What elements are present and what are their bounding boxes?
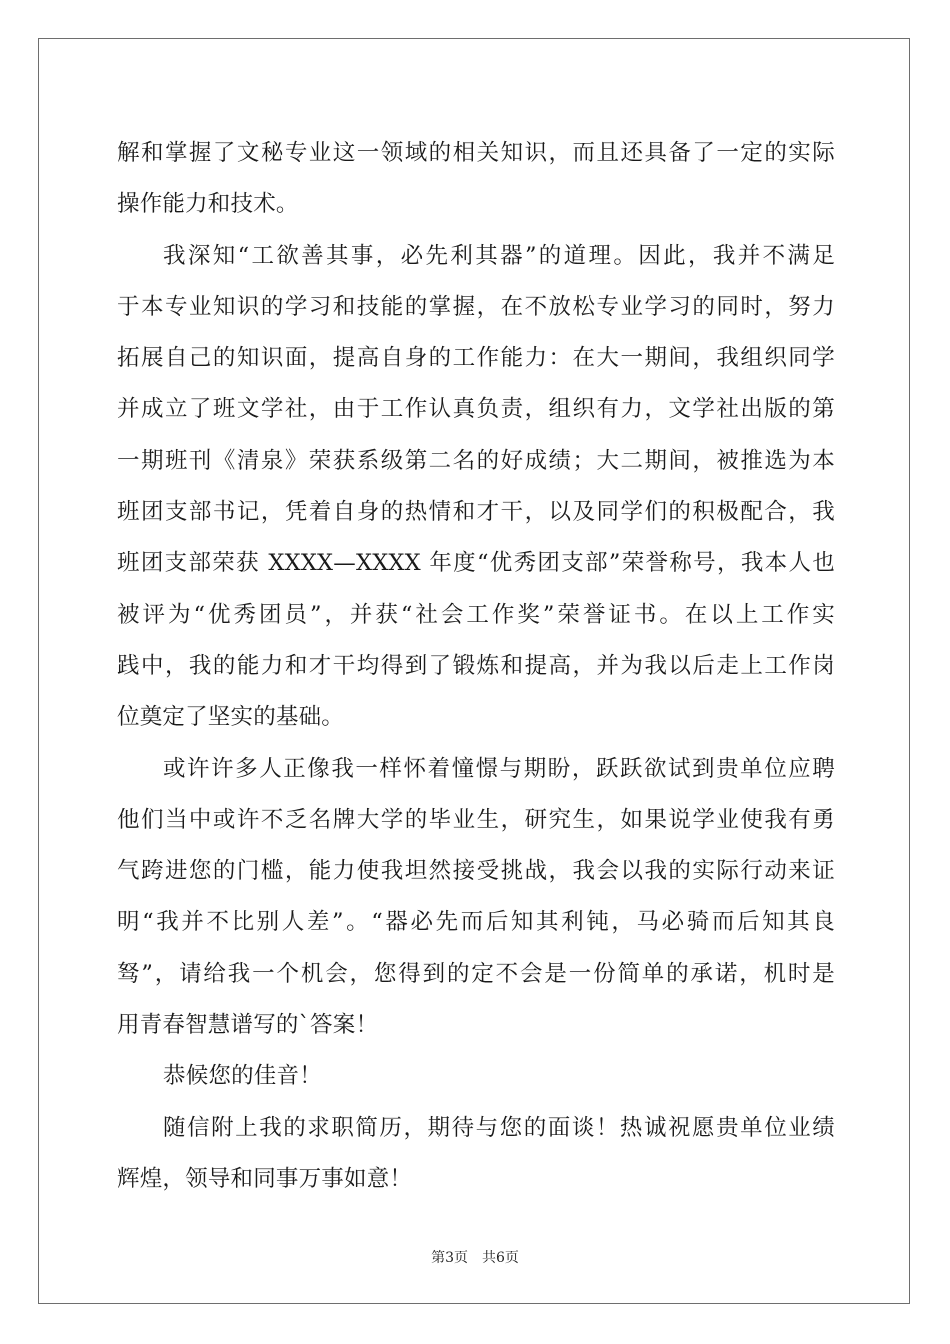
text-line: 并成立了班文学社，由于工作认真负责，组织有力，文学社出版的第: [117, 396, 835, 423]
text-line: 班团支部荣获 XXXX—XXXX 年度“优秀团支部”荣誉称号，我本人也: [117, 550, 835, 577]
text-line: 我深知“工欲善其事，必先利其器”的道理。因此，我并不满足: [163, 242, 835, 269]
page-footer: [0, 1247, 950, 1267]
page-total: 共6页: [482, 1250, 519, 1266]
text-line: 操作能力和技术。: [117, 191, 299, 218]
text-line: 辉煌，领导和同事万事如意！: [117, 1165, 413, 1192]
text-line: 位奠定了坚实的基础。: [117, 704, 345, 731]
text-line: 班团支部书记，凭着自身的热情和才干，以及同学们的积极配合，我: [117, 499, 835, 526]
text-line: 用青春智慧谱写的`答案！: [117, 1012, 379, 1039]
letter-body: [117, 128, 835, 1205]
text-line: 恭候您的佳音！: [163, 1063, 322, 1090]
text-line: 他们当中或许不乏名牌大学的毕业生，研究生，如果说学业使我有勇: [117, 806, 835, 833]
text-line: 驽”，请给我一个机会，您得到的定不会是一份简单的承诺，机时是: [117, 960, 835, 987]
text-line: 拓展自己的知识面，提高自身的工作能力：在大一期间，我组织同学: [117, 345, 835, 372]
text-line: 或许许多人正像我一样怀着憧憬与期盼，跃跃欲试到贵单位应聘: [163, 755, 835, 782]
page-number: 第3页: [431, 1250, 468, 1266]
text-line: 践中，我的能力和才干均得到了锻炼和提高，并为我以后走上工作岗: [117, 652, 835, 679]
text-line: 随信附上我的求职简历，期待与您的面谈！热诚祝愿贵单位业绩: [163, 1114, 835, 1141]
text-line: 一期班刊《清泉》荣获系级第二名的好成绩；大二期间，被推选为本: [117, 447, 835, 474]
text-line: 解和掌握了文秘专业这一领域的相关知识，而且还具备了一定的实际: [117, 140, 835, 166]
text-line: 气跨进您的门槛，能力使我坦然接受挑战，我会以我的实际行动来证: [117, 858, 835, 885]
text-line: 被评为“优秀团员”，并获“社会工作奖”荣誉证书。在以上工作实: [117, 601, 835, 628]
text-line: 明“我并不比别人差”。“器必先而后知其利钝，马必骑而后知其良: [117, 909, 835, 936]
text-line: 于本专业知识的学习和技能的掌握，在不放松专业学习的同时，努力: [117, 293, 835, 320]
